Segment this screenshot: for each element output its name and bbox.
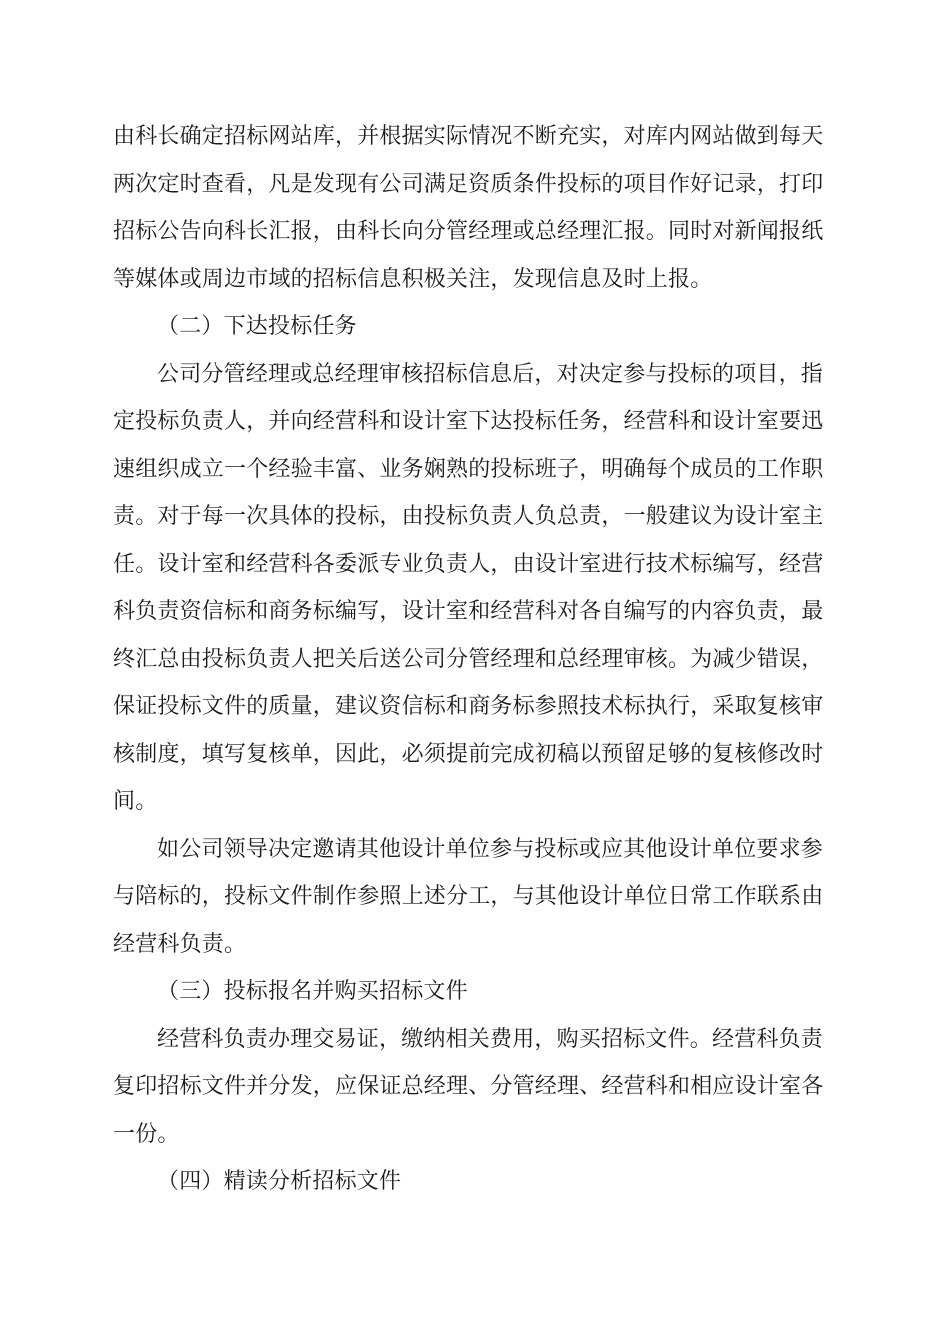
paragraph-line: 公司分管经理或总经理审核招标信息后，对决定参与投标的项目，指 [157,361,824,387]
document-page [113,113,833,1206]
paragraph-line: 间。 [113,789,158,814]
section-heading: （四）精读分析招标文件 [157,1169,402,1194]
section-heading: （三）投标报名并购买招标文件 [157,979,468,1004]
paragraph-line: 招标公告向科长汇报，由科长向分管经理或总经理汇报。同时对新闻报纸 [113,219,824,244]
paragraph-line: 如公司领导决定邀请其他设计单位参与投标或应其他设计单位要求参 [157,836,824,862]
paragraph-line: 两次定时查看，凡是发现有公司满足资质条件投标的项目作好记录，打印 [113,171,824,197]
paragraph-line: 终汇总由投标负责人把关后送公司分管经理和总经理审核。为减少错误， [113,646,824,672]
paragraph-line: 复印招标文件并分发，应保证总经理、分管经理、经营科和相应设计室各 [113,1074,824,1099]
paragraph-line: 科负责资信标和商务标编写，设计室和经营科对各自编写的内容负责，最 [113,599,824,624]
paragraph-line: 任。设计室和经营科各委派专业负责人，由设计室进行技术标编写，经营 [113,551,824,577]
section-heading: （二）下达投标任务 [157,314,357,339]
paragraph-line: 经营科负责。 [113,931,247,957]
paragraph-line: 等媒体或周边市域的招标信息积极关注，发现信息及时上报。 [113,266,713,292]
paragraph-line: 核制度，填写复核单，因此，必须提前完成初稿以预留足够的复核修改时 [113,741,824,767]
paragraph-line: 定投标负责人，并向经营科和设计室下达投标任务，经营科和设计室要迅 [113,409,824,434]
paragraph-line: 经营科负责办理交易证，缴纳相关费用，购买招标文件。经营科负责 [157,1026,824,1052]
paragraph-line: 一份。 [113,1121,180,1147]
paragraph-line: 与陪标的，投标文件制作参照上述分工，与其他设计单位日常工作联系由 [113,884,824,909]
paragraph-line: 速组织成立一个经验丰富、业务娴熟的投标班子，明确每个成员的工作职 [113,456,824,482]
paragraph-line: 保证投标文件的质量，建议资信标和商务标参照技术标执行，采取复核审 [113,694,824,719]
paragraph-line: 由科长确定招标网站库，并根据实际情况不断充实，对库内网站做到每天 [113,124,824,149]
paragraph-line: 责。对于每一次具体的投标，由投标负责人负总责，一般建议为设计室主 [113,504,824,529]
